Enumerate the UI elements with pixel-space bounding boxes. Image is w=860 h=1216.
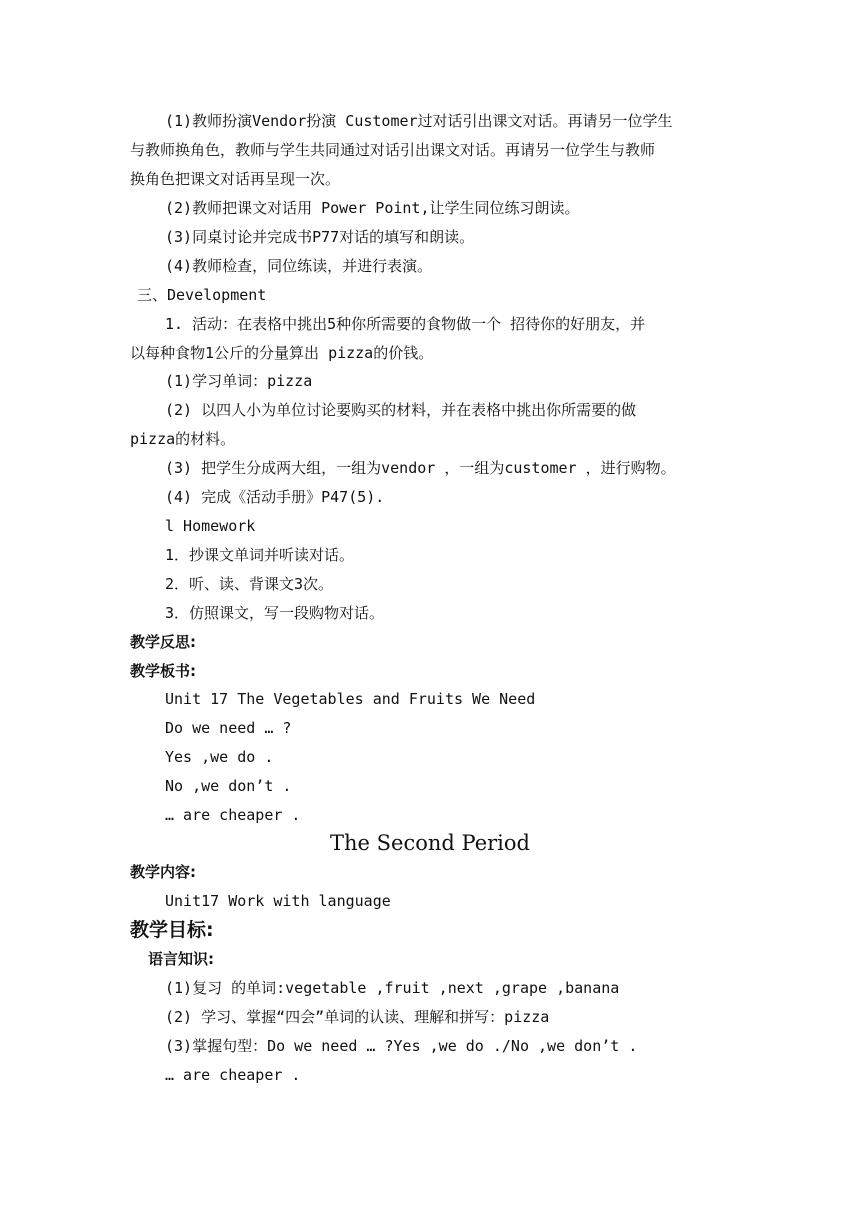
- content-label: 教学内容:: [130, 863, 196, 881]
- homework-item-3: 3．仿照课文，写一段购物对话。: [165, 604, 385, 622]
- sub-step2-line2: pizza的材料。: [130, 430, 236, 448]
- homework-item-2: 2．听、读、背课文3次。: [165, 575, 334, 593]
- step4: (4)教师检查，同位练读，并进行表演。: [165, 257, 433, 275]
- board-line-2: Do we need … ?: [165, 719, 292, 737]
- step3: (3)同桌讨论并完成书P77对话的填写和朗读。: [165, 228, 475, 246]
- goals-label: 教学目标:: [130, 919, 214, 941]
- activity-line1: 1. 活动：在表格中挑出5种你所需要的食物做一个 招待你的好朋友，并: [165, 315, 646, 333]
- knowledge-item-3: (3)掌握句型：Do we need … ?Yes ,we do ./No ,we don’t .: [165, 1037, 638, 1055]
- activity-line2: 以每种食物1公斤的分量算出 pizza的价钱。: [130, 344, 434, 362]
- reflection-label: 教学反思:: [130, 633, 196, 651]
- sub-step4: (4) 完成《活动手册》P47(5).: [165, 488, 385, 506]
- section-title: The Second Period: [330, 831, 530, 855]
- board-line-4: No ,we don’t .: [165, 777, 292, 795]
- homework-item-1: 1．抄课文单词并听读对话。: [165, 546, 355, 564]
- board-line-5: … are cheaper .: [165, 806, 301, 824]
- knowledge-label: 语言知识:: [148, 950, 214, 968]
- board-label: 教学板书:: [130, 662, 196, 680]
- knowledge-item-4: … are cheaper .: [165, 1066, 301, 1084]
- sub-step1: (1)学习单词：pizza: [165, 372, 313, 390]
- step2: (2)教师把课文对话用 Power Point,让学生同位练习朗读。: [165, 199, 580, 217]
- homework-heading: l Homework: [165, 517, 256, 535]
- board-line-1: Unit 17 The Vegetables and Fruits We Need: [165, 690, 536, 708]
- sub-step3: (3) 把学生分成两大组，一组为vendor ，一组为customer ，进行购物。: [165, 459, 676, 477]
- step1-line2: 与教师换角色，教师与学生共同通过对话引出课文对话。再请另一位学生与教师: [130, 141, 656, 159]
- step1-line3: 换角色把课文对话再呈现一次。: [130, 170, 341, 188]
- development-heading: 三、Development: [137, 286, 267, 304]
- knowledge-item-2: (2) 学习、掌握“四会”单词的认读、理解和拼写：pizza: [165, 1008, 550, 1026]
- content-text: Unit17 Work with language: [165, 892, 391, 910]
- step1-line1: (1)教师扮演Vendor扮演 Customer过对话引出课文对话。再请另一位学生: [165, 112, 673, 130]
- board-line-3: Yes ,we do .: [165, 748, 274, 766]
- knowledge-item-1: (1)复习 的单词:vegetable ,fruit ,next ,grape ,banana: [165, 979, 620, 997]
- sub-step2-line1: (2) 以四人小为单位讨论要购买的材料，并在表格中挑出你所需要的做: [165, 401, 637, 419]
